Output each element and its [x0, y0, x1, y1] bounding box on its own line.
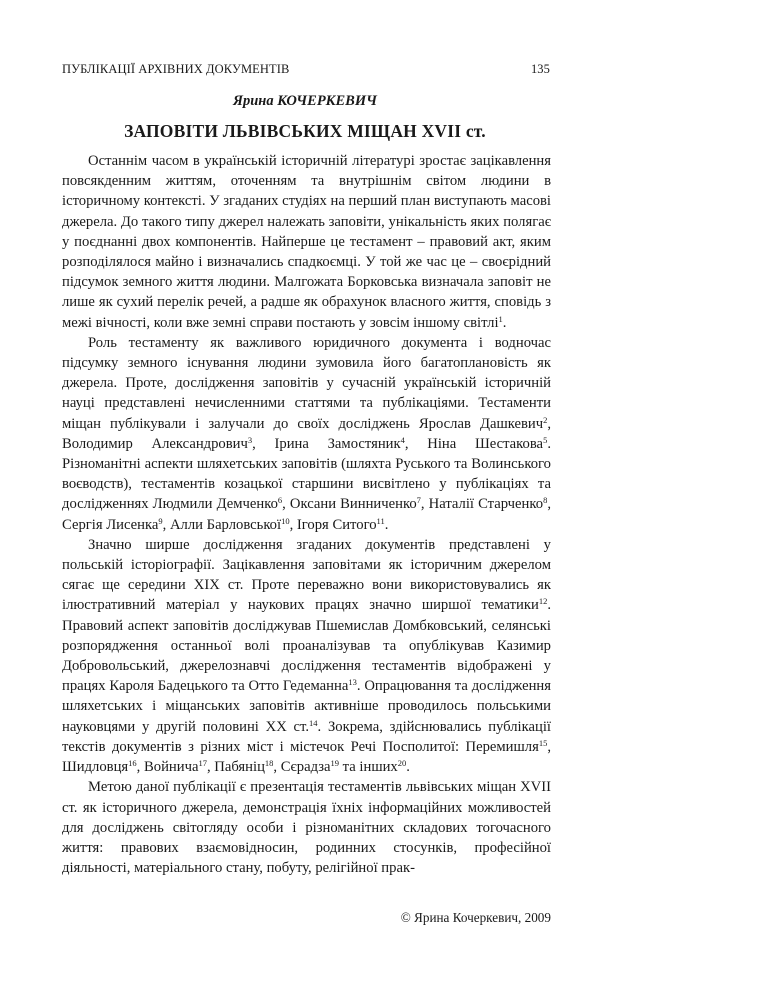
paragraph-text: , Шидловця	[62, 738, 551, 776]
running-head	[62, 62, 550, 77]
footnote-ref[interactable]: 3	[247, 434, 253, 445]
footnote-ref[interactable]: 12	[538, 596, 548, 607]
paragraph-text: . Опрацювання та дослідження шляхетських і міщанських заповітів активніше проводилось польськими науковцями у другій половині XX ст.	[62, 678, 551, 735]
footnote-ref[interactable]: 10	[281, 515, 290, 526]
article-title: ЗАПОВІТИ ЛЬВІВСЬКИХ МІЩАН XVII ст.	[124, 121, 486, 141]
paragraph-text: .	[502, 314, 507, 331]
footnote-ref[interactable]: 13	[348, 677, 357, 688]
paragraph-text: Метою даної публікації є презентація тестаментів львівських міщан XVII ст. як історичного джерела, демонстрація їхніх інформаційних можливостей для досліджень світогляду особи і різноманітних складових тогочасного життя: правових взаємовідносин, родинних стосунків, професійної діяльності, матеріального стану, побуту, релігійної прак-	[62, 779, 551, 877]
paragraph-text: , Наталії Старченко	[420, 496, 544, 513]
paragraph	[62, 535, 551, 777]
paragraph-text: . Правовий аспект заповітів досліджував Пшемислав Домбковський, селянські розпорядження останньої волі проаналізував та опублікував Казимир Добровольський, джерелознавчі дослідження тестаментів відображені у працях Кароля Бадецького та Отто Гедеманна	[62, 597, 551, 695]
paragraph-text: , Ніна Шестакова	[404, 435, 544, 452]
footnote-ref[interactable]: 14	[309, 717, 318, 728]
paragraph-text: , Ігоря Ситого	[289, 516, 377, 533]
article-body	[62, 151, 551, 878]
paragraph-text: Значно ширше дослідження згаданих документів представлені у польській історіографії. Зацікавлення заповітами як історичним джерелом сягає ще середини XIX ст. Проте переважно вони використовувались як ілюстративний матеріал у наукових працях значно ширшої тематики	[62, 536, 551, 614]
footnote-ref[interactable]: 20	[397, 758, 407, 769]
paragraph-text: , Ірина Замостяник	[252, 435, 401, 452]
paragraph-text: , Пабяніц	[206, 759, 265, 776]
footnote-ref[interactable]: 17	[198, 758, 207, 769]
footnote-ref[interactable]: 19	[330, 758, 340, 769]
footnote-ref[interactable]: 2	[543, 414, 548, 425]
footnote-ref[interactable]: 5	[543, 434, 548, 445]
paragraph-text: Останнім часом в українській історичній літературі зростає зацікавлення повсякденним життям, оточенням та внутрішнім світом людини в історичному контексті. У згаданих студіях на перший план виступають масові джерела. До такого типу джерел належать заповіти, унікальність яких полягає у поєднанні двох компонентів. Найперше це тестамент – правовий акт, яким розподілялося майно і визначались спадкоємці. У той же час це – своєрідний підсумок земного життя людини. Малгожата Борковська визначала заповіт не лише як сухий перелік речей, а радше як обрахунок власного життя, сповідь з межі вічності, коли вже земні справи постають у зовсім іншому світлі	[62, 153, 551, 331]
paragraph-text: , Алли Барловської	[162, 516, 282, 533]
footnote-ref[interactable]: 4	[400, 434, 405, 445]
paragraph-text: . Різноманітні аспекти шляхетських заповітів (шляхта Руського та Волинського воєводств), тестаментів козацької старшини висвітлено у публікаціях та дослідженнях Людмили Демченко	[62, 435, 551, 513]
paragraph-text: , Войнича	[136, 759, 199, 776]
paragraph-text: .	[406, 759, 410, 776]
paragraph-text: Роль тестаменту як важливого юридичного документа і водночас підсумку земного існування людини зумовила його багатоплановість як джерела. Проте, дослідження заповітів у сучасній українській історичній науці представлені нечисленними статтями та публікаціями. Тестаменти міщан публікували і залучали до своїх досліджень Ярослав Дашкевич	[62, 334, 551, 432]
paragraph-text: , Оксани Винниченко	[282, 496, 417, 513]
paragraph-text: , Сєрадза	[273, 759, 331, 776]
paragraph	[62, 333, 551, 535]
footnote-ref[interactable]: 18	[264, 758, 274, 769]
paragraph-text: та інших	[339, 759, 398, 776]
paragraph-text: , Сергія Лисенка	[62, 496, 551, 533]
footnote-ref[interactable]: 16	[128, 758, 137, 769]
footnote-ref[interactable]: 9	[158, 515, 163, 526]
paragraph	[62, 777, 551, 878]
paragraph-text: . Зокрема, здійснювались публікації текстів документів з різних міст і містечок Речі Посполитої: Перемишля	[62, 718, 551, 755]
footnote-ref[interactable]: 8	[543, 495, 548, 506]
author-name: Ярина КОЧЕРКЕВИЧ	[233, 93, 377, 109]
page-number: 135	[530, 62, 550, 76]
footnote-ref[interactable]: 6	[277, 495, 283, 506]
section-title: ПУБЛІКАЦІЇ АРХІВНИХ ДОКУМЕНТІВ	[62, 62, 290, 76]
footnote-ref[interactable]: 11	[376, 515, 385, 526]
paragraph	[62, 151, 551, 333]
paragraph-text: .	[384, 516, 389, 533]
copyright-notice: © Ярина Кочеркевич, 2009	[400, 910, 551, 925]
footnote-ref[interactable]: 1	[498, 313, 503, 324]
paragraph-text: , Володимир Александрович	[62, 415, 551, 452]
footnote-ref[interactable]: 15	[538, 737, 548, 748]
footnote-ref[interactable]: 7	[416, 495, 421, 506]
